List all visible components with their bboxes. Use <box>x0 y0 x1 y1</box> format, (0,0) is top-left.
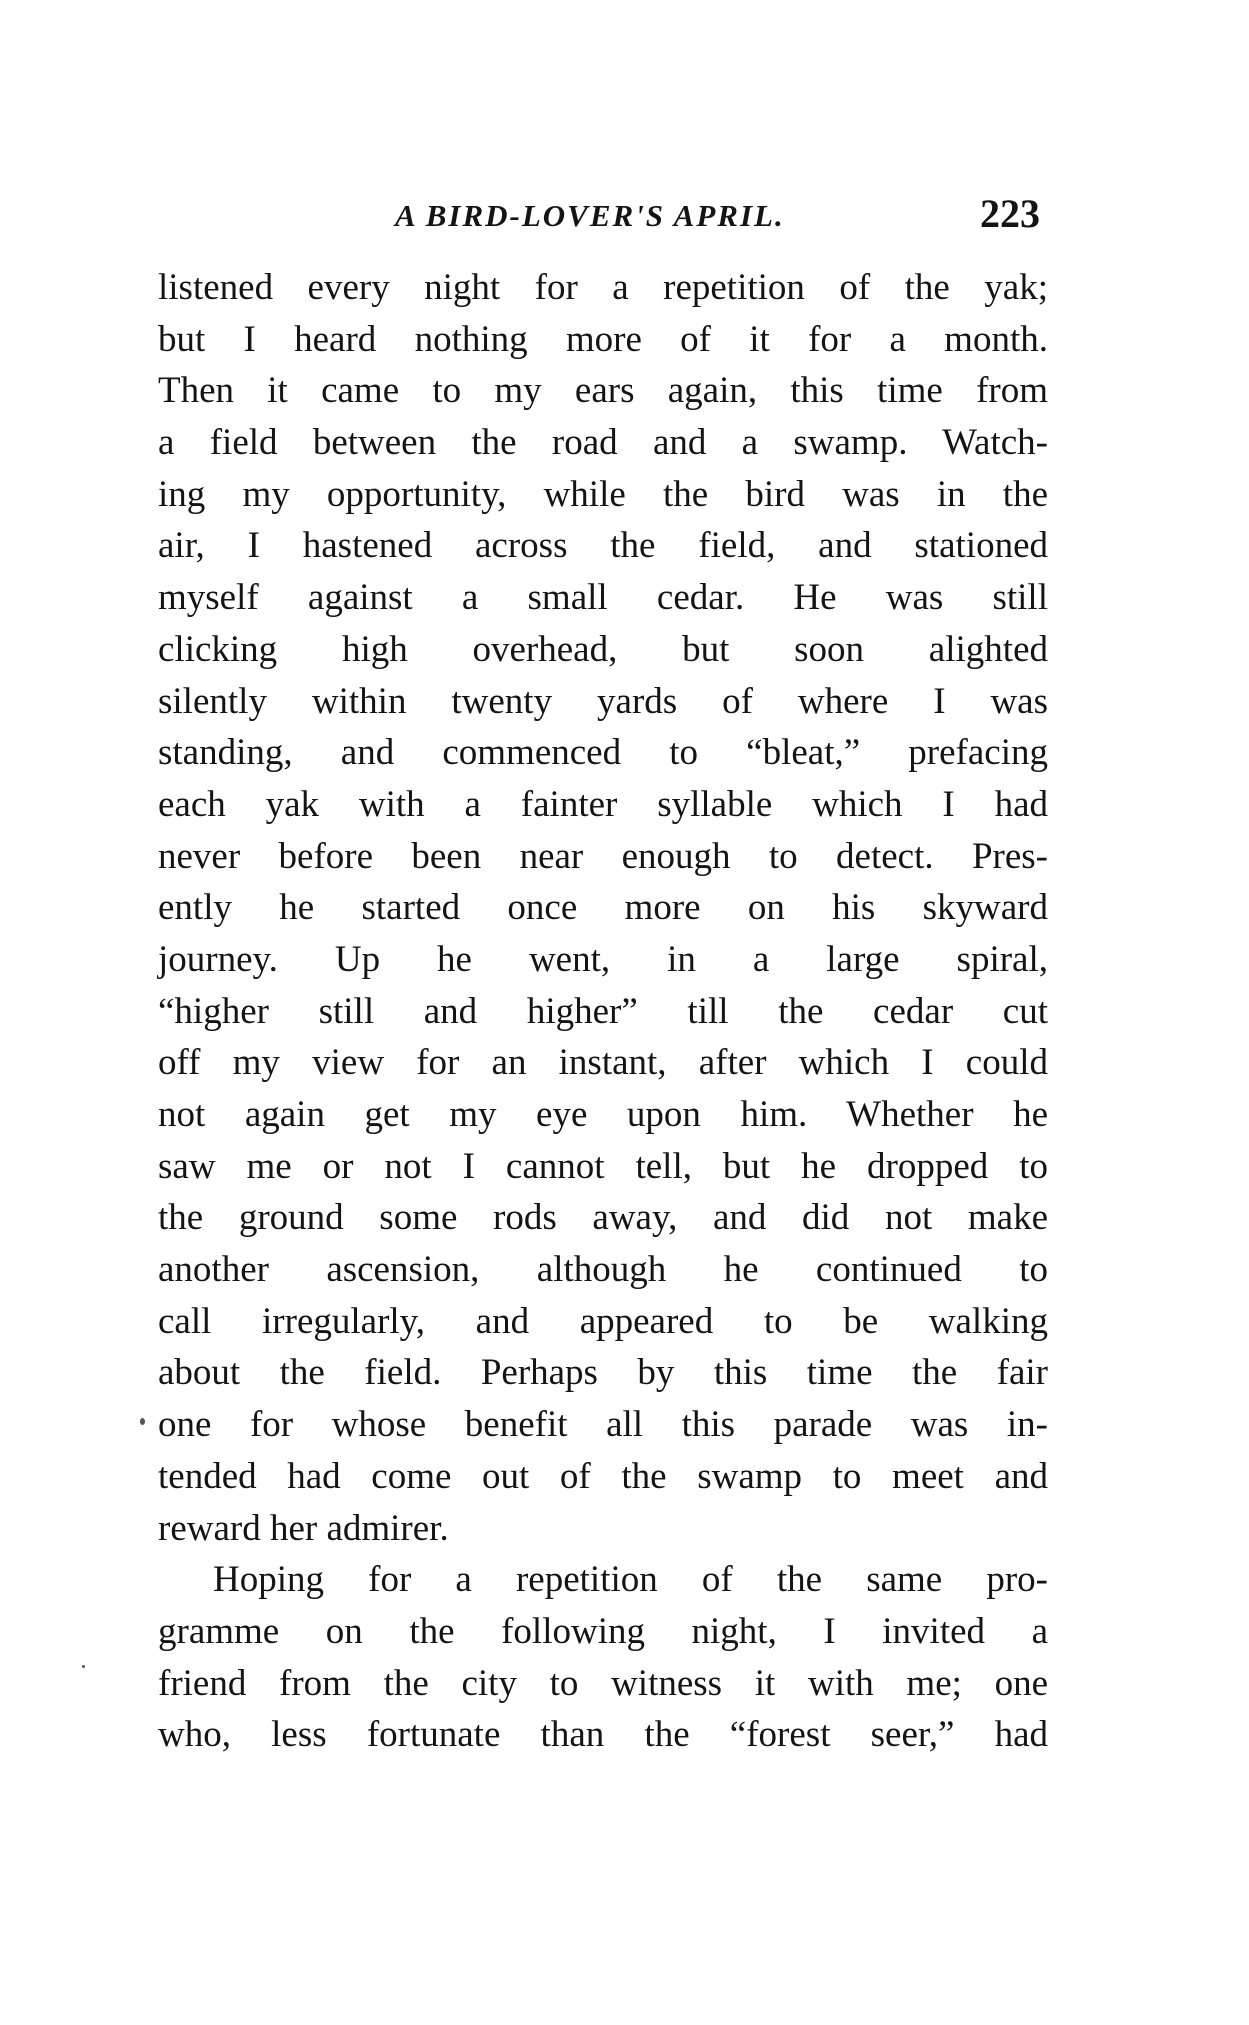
text-line: clicking high overhead, but soon alighted <box>158 628 1048 670</box>
text-line: another ascension, although he continued to <box>158 1249 1048 1291</box>
text-line: but I heard nothing more of it for a month. <box>158 318 1048 360</box>
paragraph-start-line: Hoping for a repetition of the same pro- <box>213 1559 1048 1601</box>
text-line: off my view for an instant, after which I could <box>158 1042 1048 1084</box>
text-line: each yak with a fainter syllable which I had <box>158 783 1048 825</box>
text-line: about the field. Perhaps by this time the fair <box>158 1352 1048 1394</box>
text-line: ently he started once more on his skyward <box>158 887 1048 929</box>
paragraph-end-line: reward her admirer. <box>158 1507 449 1549</box>
text-line: never before been near enough to detect. Pres- <box>158 835 1048 877</box>
text-line: a field between the road and a swamp. Watch- <box>158 422 1048 464</box>
running-title: A BIRD-LOVER'S APRIL. <box>395 198 785 233</box>
text-line: tended had come out of the swamp to meet and <box>158 1455 1048 1497</box>
text-line: “higher still and higher” till the cedar cut <box>158 990 1048 1032</box>
text-line: myself against a small cedar. He was still <box>158 577 1048 619</box>
text-line: one for whose benefit all this parade was in- <box>158 1404 1048 1446</box>
text-line: gramme on the following night, I invited a <box>158 1610 1048 1652</box>
ink-speck <box>140 1418 145 1425</box>
text-line: who, less fortunate than the “forest seer,” had <box>158 1714 1048 1756</box>
text-line: air, I hastened across the field, and stationed <box>158 525 1048 567</box>
text-line: listened every night for a repetition of the yak; <box>158 267 1048 308</box>
text-line: ing my opportunity, while the bird was in the <box>158 473 1048 515</box>
text-line: silently within twenty yards of where I was <box>158 680 1048 722</box>
text-line: standing, and commenced to “bleat,” prefacing <box>158 732 1048 774</box>
text-line: journey. Up he went, in a large spiral, <box>158 938 1048 980</box>
text-line: not again get my eye upon him. Whether he <box>158 1094 1048 1135</box>
text-line: Then it came to my ears again, this time from <box>158 370 1048 412</box>
ink-speck <box>82 1665 85 1668</box>
text-line: call irregularly, and appeared to be walking <box>158 1300 1048 1342</box>
page-header <box>160 190 1050 240</box>
text-line: friend from the city to witness it with me; one <box>158 1662 1048 1704</box>
text-line: saw me or not I cannot tell, but he dropped to <box>158 1145 1048 1187</box>
text-line: the ground some rods away, and did not make <box>158 1197 1048 1239</box>
body-text <box>158 262 1048 1761</box>
page-number: 223 <box>980 191 1040 236</box>
